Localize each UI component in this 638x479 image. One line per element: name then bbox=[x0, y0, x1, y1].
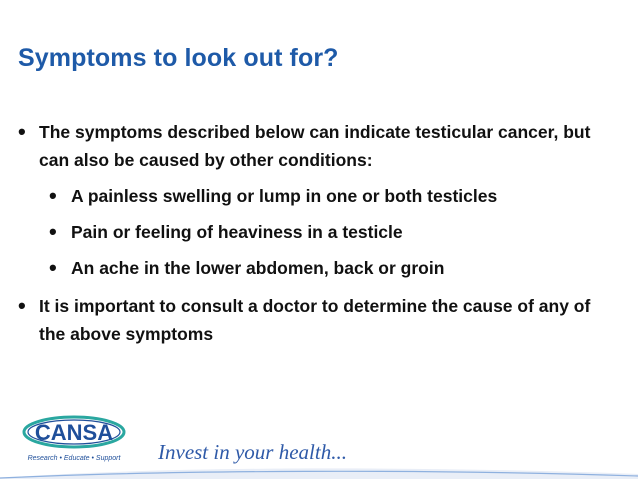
bullet-icon: • bbox=[49, 255, 57, 280]
sub-bullet-item bbox=[0, 182, 631, 210]
bullet-icon: • bbox=[18, 119, 26, 144]
sub-bullet-item bbox=[0, 254, 631, 282]
footer-swoosh bbox=[0, 464, 638, 479]
bullet-item bbox=[0, 292, 609, 348]
bullet-icon: • bbox=[49, 219, 57, 244]
bullet-list bbox=[0, 118, 638, 348]
logo-wordmark: CANSA bbox=[34, 420, 114, 445]
bullet-item bbox=[0, 118, 609, 174]
slide-title: Symptoms to look out for? bbox=[18, 44, 339, 72]
bullet-text: A painless swelling or lump in one or both testicles bbox=[71, 186, 498, 206]
bullet-icon: • bbox=[49, 183, 57, 208]
bullet-text: An ache in the lower abdomen, back or groin bbox=[71, 258, 445, 278]
bullet-text: The symptoms described below can indicate testicular cancer, but can also be caused by other conditions: bbox=[39, 122, 591, 170]
logo-subtext: Research • Educate • Support bbox=[27, 455, 121, 462]
sub-bullet-item bbox=[0, 218, 631, 246]
bullet-text: Pain or feeling of heaviness in a testicle bbox=[71, 222, 403, 242]
bullet-icon: • bbox=[18, 293, 26, 318]
cansa-logo bbox=[20, 412, 132, 468]
slide-footer bbox=[0, 400, 638, 479]
bullet-text: It is important to consult a doctor to determine the cause of any of the above symptoms bbox=[39, 296, 591, 344]
footer-tagline: Invest in your health... bbox=[158, 440, 347, 464]
